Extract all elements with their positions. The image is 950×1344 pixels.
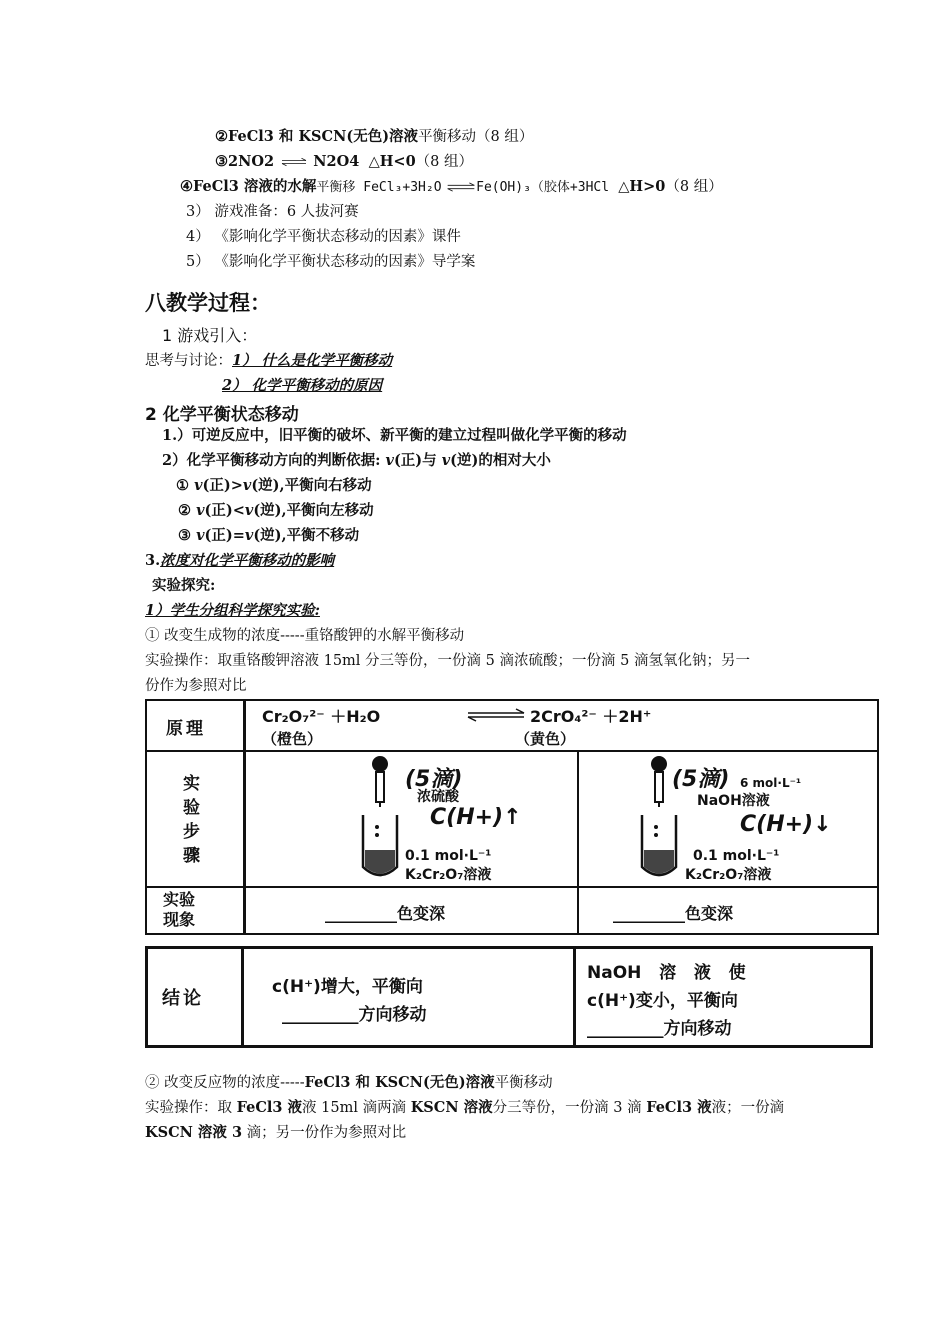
think-label: 思考与讨论：	[145, 353, 232, 369]
exp1-title: ① 改变生成物的浓度-----重铬酸钾的水解平衡移动	[145, 628, 465, 644]
case-text: (正)=	[204, 527, 245, 544]
question-2: 2） 化学平衡移动的原因	[222, 377, 383, 394]
left-hand-drops: (5滴)	[405, 767, 463, 792]
exp2-op-text: 分三等份，一份滴 3 滴	[492, 1100, 647, 1116]
steps-char: 骤	[183, 846, 200, 866]
equilibrium-arrow-icon	[279, 156, 309, 168]
line-courseware: 4） 《影响化学平衡状态移动的因素》课件	[186, 229, 461, 245]
v-symbol: v	[244, 527, 254, 544]
question-1: 1） 什么是化学平衡移动	[232, 352, 393, 369]
conclusion-right-2: c(H⁺)变小，平衡向	[587, 991, 738, 1011]
line-game-prep: 3） 游戏准备：6 人拔河赛	[186, 204, 359, 220]
equilibrium-arrow-icon	[446, 181, 476, 193]
v-symbol: v	[244, 502, 254, 519]
line-text: △H<0	[368, 153, 416, 170]
phenomenon-right: _________色变深	[613, 904, 734, 923]
line-text: ②FeCl3 和 KSCN(无色)溶液	[215, 128, 419, 145]
case-text: (逆),平衡向右移动	[251, 477, 372, 494]
left-solution-conc: 0.1 mol·L⁻¹	[405, 848, 492, 864]
conclusion-label: 结论	[162, 988, 204, 1009]
exp2-operation-cont	[145, 1123, 406, 1143]
left-reagent: 浓硫酸	[417, 789, 459, 805]
conclusion-left-2: _________方向移动	[282, 1005, 427, 1025]
equation-left: Cr₂O₇²⁻ ＋H₂O	[262, 707, 381, 726]
table-divider	[243, 699, 246, 935]
conclusion-right-3: _________方向移动	[587, 1019, 732, 1039]
table-divider	[577, 750, 579, 935]
v-symbol: v	[196, 502, 205, 519]
table-divider	[241, 946, 244, 1048]
v-symbol: v	[194, 477, 203, 494]
exp2-op-text: KSCN 溶液	[410, 1099, 493, 1116]
conclusion-left-1: c(H⁺)增大，平衡向	[272, 977, 423, 997]
exp1-operation-cont: 份作为参照对比	[145, 678, 247, 694]
case-text: (逆),平衡向左移动	[253, 502, 374, 519]
equilibrium-arrow-icon	[466, 707, 526, 723]
steps-char: 验	[183, 798, 200, 818]
exp2-title-text: FeCl3 和 KSCN(无色)溶液	[304, 1074, 495, 1091]
line-text: （8 组）	[415, 154, 474, 170]
phenomenon-label-line: 现象	[163, 910, 196, 929]
equation-right: 2CrO₄²⁻ ＋2H⁺	[530, 707, 652, 726]
line-text: （8 组）	[665, 179, 723, 195]
phenomenon-label-line: 实验	[163, 890, 196, 909]
exp2-title-text: ② 改变反应物的浓度-----	[145, 1075, 305, 1091]
exp2-title-text: 平衡移动	[494, 1075, 553, 1091]
criterion-text: (正)与	[393, 452, 442, 469]
table-divider	[145, 886, 879, 888]
exp2-op-text: FeCl3 液	[236, 1099, 303, 1116]
case-1	[176, 476, 372, 496]
definition-line: 1.）可逆反应中，旧平衡的破坏、新平衡的建立过程叫做化学平衡的移动	[162, 427, 627, 444]
left-hand-concentration: C(H+)↑	[430, 805, 522, 830]
section3-title	[145, 551, 334, 571]
section2-heading: 2 化学平衡状态移动	[145, 405, 299, 425]
criterion-text: (逆)的相对大小	[450, 452, 551, 469]
exp2-op-text: 滴；另一份作为参照对比	[242, 1125, 407, 1141]
phenomenon-label	[163, 890, 195, 930]
exp2-op-text: FeCl3 液	[646, 1099, 712, 1116]
line-text: 平衡移 FeCl₃+3H₂O	[316, 180, 442, 195]
intro-heading: 1 游戏引入：	[162, 326, 258, 345]
table-divider	[573, 946, 576, 1048]
right-solution-conc: 0.1 mol·L⁻¹	[693, 848, 780, 864]
case-text: (正)>	[202, 477, 243, 494]
section-title: 八教学过程：	[145, 291, 271, 315]
v-symbol: v	[441, 452, 451, 469]
right-hand-drops: (5滴)	[672, 767, 730, 792]
exp2-op-text: 液；一份滴	[711, 1100, 785, 1116]
table-divider	[145, 750, 879, 752]
v-symbol: v	[196, 527, 205, 544]
line-text: 平衡移动（8 组）	[418, 129, 534, 145]
v-symbol: v	[242, 477, 252, 494]
steps-label	[183, 772, 203, 868]
think-line	[145, 351, 392, 371]
line-study-guide: 5） 《影响化学平衡状态移动的因素》导学案	[186, 254, 476, 270]
case-text: ③	[178, 527, 197, 544]
left-solution-name: K₂Cr₂O₇溶液	[405, 867, 492, 883]
case-3	[178, 526, 359, 546]
exp2-op-text: KSCN 溶液 3	[145, 1124, 243, 1141]
criterion-line	[162, 451, 551, 471]
phenomenon-left: _________色变深	[325, 904, 446, 923]
line-no2-n2o4	[215, 152, 473, 172]
case-2	[178, 501, 374, 521]
steps-char: 步	[183, 822, 200, 842]
case-text: ②	[178, 502, 197, 519]
color-orange: （橙色）	[262, 730, 323, 748]
conclusion-right-1: NaOH 溶 液 使	[587, 963, 746, 983]
line-fecl3-hydrolysis	[180, 177, 723, 198]
group-label: 1）学生分组科学探究实验:	[145, 602, 320, 619]
section3-name: 浓度对化学平衡移动的影响	[160, 552, 335, 569]
v-symbol: v	[385, 452, 394, 469]
principle-label: 原理	[166, 719, 206, 739]
conclusion-table	[145, 946, 873, 1048]
exp1-operation: 实验操作：取重铬酸钾溶液 15ml 分三等份，一份滴 5 滴浓硫酸；一份滴 5 滴氢氧化钠；另一	[145, 653, 750, 669]
exp2-op-text: 液 15ml 滴两滴	[302, 1100, 411, 1116]
line-fecl3-kscn	[215, 127, 533, 147]
case-text: (正)<	[204, 502, 245, 519]
exp2-title	[145, 1073, 553, 1093]
exp2-op-text: 实验操作：取	[145, 1100, 237, 1116]
explore-label: 实验探究:	[152, 577, 216, 594]
line-text: Fe(OH)₃（胶体+3HCl	[476, 180, 610, 195]
right-hand-concentration: C(H+)↓	[740, 812, 832, 837]
case-text: ①	[176, 477, 195, 494]
steps-char: 实	[183, 774, 200, 794]
line-text: N2O4	[313, 153, 360, 170]
line-text: ④FeCl3 溶液的水解	[180, 178, 317, 195]
right-reagent-conc: 6 mol·L⁻¹	[740, 776, 802, 790]
line-text: ③2NO2	[215, 153, 275, 170]
case-text: (逆),平衡不移动	[253, 527, 360, 544]
right-solution-name: K₂Cr₂O₇溶液	[685, 867, 772, 883]
criterion-text: 2）化学平衡移动方向的判断依据:	[162, 452, 386, 469]
line-text: △H>0	[618, 178, 666, 195]
color-yellow: （黄色）	[515, 730, 576, 748]
section3-num: 3.	[145, 552, 161, 569]
exp2-operation	[145, 1098, 784, 1118]
right-reagent: NaOH溶液	[697, 793, 770, 809]
